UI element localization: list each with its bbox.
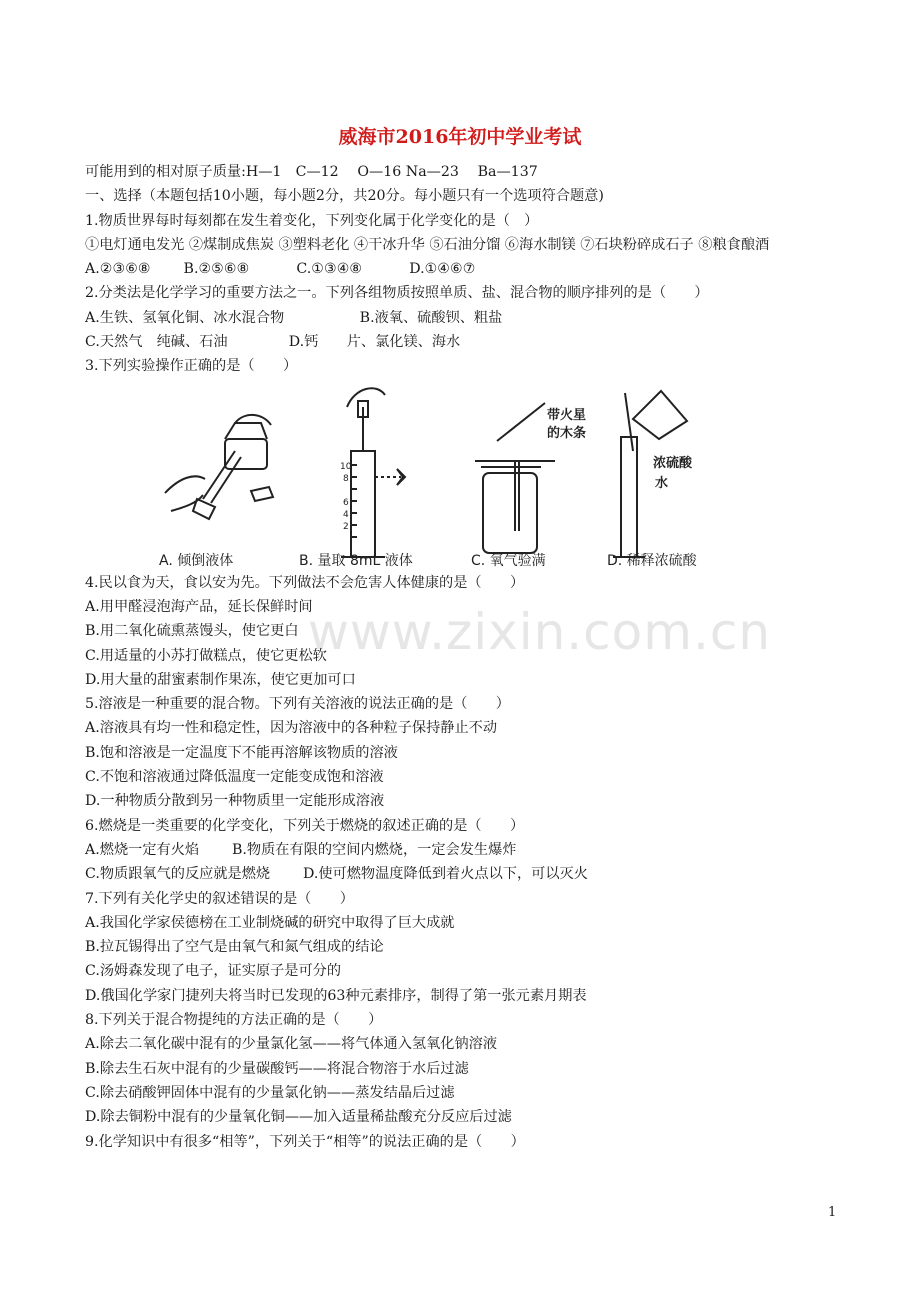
label-splint-line2: 的木条 <box>547 425 587 441</box>
scale-label-4: 4 <box>343 509 349 520</box>
q6-stem: 6.燃烧是一类重要的化学变化，下列关于燃烧的叙述正确的是（ ） <box>85 817 525 834</box>
caption-a: A. 倾倒液体 <box>159 552 234 569</box>
q7-option-b: B.拉瓦锡得出了空气是由氧气和氮气组成的结论 <box>85 939 384 956</box>
label-water: 水 <box>655 475 669 491</box>
page-title: 威海市2016年初中学业考试 <box>338 126 582 148</box>
section-heading: 一、选择（本题包括10小题，每小题2分，共20分。每小题只有一个选项符合题意) <box>85 188 604 205</box>
q3-stem: 3.下列实验操作正确的是（ ） <box>85 358 298 375</box>
q2-options-cd: C.天然气 纯碱、石油 D.钙 片、氯化镁、海水 <box>85 334 461 351</box>
caption-d: D. 稀释浓硫酸 <box>607 552 697 569</box>
page-number: 1 <box>828 1205 837 1220</box>
q8-option-c: C.除去硝酸钾固体中混有的少量氯化钠——蒸发结晶后过滤 <box>85 1084 455 1101</box>
q6-options-ab: A.燃烧一定有火焰 B.物质在有限的空间内燃烧，一定会发生爆炸 <box>85 841 517 858</box>
scale-label-8: 8 <box>343 473 349 484</box>
q5-option-b: B.饱和溶液是一定温度下不能再溶解该物质的溶液 <box>85 744 398 761</box>
q8-stem: 8.下列关于混合物提纯的方法正确的是（ ） <box>85 1012 383 1029</box>
q7-option-a: A.我国化学家侯德榜在工业制烧碱的研究中取得了巨大成就 <box>85 914 455 931</box>
exam-body <box>85 160 837 1154</box>
q7-stem: 7.下列有关化学史的叙述错误的是（ ） <box>85 890 354 907</box>
q4-option-b: B.用二氧化硫熏蒸馒头，使它更白 <box>85 623 299 640</box>
lab-operations-illustration <box>85 381 837 571</box>
caption-b: B. 量取 8mL 液体 <box>299 552 413 569</box>
scale-label-10: 10 <box>340 461 352 472</box>
q7-option-d: D.俄国化学家门捷列夫将当时已发现的63种元素排序，制得了第一张元素月期表 <box>85 987 587 1004</box>
label-splint-line1: 带火星 <box>547 407 587 423</box>
q2-options-ab: A.生铁、氢氧化铜、冰水混合物 B.液氧、硫酸钡、粗盐 <box>85 309 503 326</box>
q1-stem: 1.物质世界每时每刻都在发生着变化，下列变化属于化学变化的是（ ） <box>85 212 539 229</box>
q5-stem: 5.溶液是一种重要的混合物。下列有关溶液的说法正确的是（ ） <box>85 696 510 713</box>
oxygen-test-drawing <box>475 403 555 553</box>
q9-stem: 9.化学知识中有很多“相等”，下列关于“相等”的说法正确的是（ ） <box>85 1133 525 1150</box>
q5-option-c: C.不饱和溶液通过降低温度一定能变成饱和溶液 <box>85 769 384 786</box>
q6-options-cd: C.物质跟氧气的反应就是燃烧 D.使可燃物温度降低到着火点以下，可以灭火 <box>85 866 588 883</box>
q4-option-c: C.用适量的小苏打做糕点，使它更松软 <box>85 647 327 664</box>
q1-options: A.②③⑥⑧ B.②⑤⑥⑧ C.①③④⑧ D.①④⑥⑦ <box>85 261 476 278</box>
q1-items: ①电灯通电发光 ②煤制成焦炭 ③塑料老化 ④干冰升华 ⑤石油分馏 ⑥海水制镁 ⑦石块粉碎成石子 ⑧粮食酿酒 <box>85 236 770 253</box>
q4-stem: 4.民以食为天，食以安为先。下列做法不会危害人体健康的是（ ） <box>85 574 525 591</box>
caption-c: C. 氧气验满 <box>471 552 546 569</box>
q4-option-d: D.用大量的甜蜜素制作果冻，使它更加可口 <box>85 671 356 688</box>
watermark: www.zixin.com.cn <box>308 603 772 661</box>
q8-option-a: A.除去二氧化碳中混有的少量氯化氢——将气体通入氢氧化钠溶液 <box>85 1036 498 1053</box>
scale-label-6: 6 <box>343 497 349 508</box>
pouring-liquid-drawing <box>165 415 273 519</box>
dilute-acid-drawing <box>613 391 687 557</box>
q3-figure <box>85 381 837 571</box>
q5-option-a: A.溶液具有均一性和稳定性，因为溶液中的各种粒子保持静止不动 <box>85 720 498 737</box>
graduated-cylinder-drawing <box>341 388 405 557</box>
q8-option-d: D.除去铜粉中混有的少量氧化铜——加入适量稀盐酸充分反应后过滤 <box>85 1109 512 1126</box>
q8-option-b: B.除去生石灰中混有的少量碳酸钙——将混合物溶于水后过滤 <box>85 1060 469 1077</box>
atomic-mass-line: 可能用到的相对原子质量:H—1 C—12 O—16 Na—23 Ba—137 <box>85 164 538 180</box>
scale-label-2: 2 <box>343 521 349 532</box>
q5-option-d: D.一种物质分散到另一种物质里一定能形成溶液 <box>85 793 385 810</box>
q7-option-c: C.汤姆森发现了电子，证实原子是可分的 <box>85 963 342 980</box>
q2-stem: 2.分类法是化学学习的重要方法之一。下列各组物质按照单质、盐、混合物的顺序排列的是（ ） <box>85 285 709 302</box>
q4-option-a: A.用甲醛浸泡海产品，延长保鲜时间 <box>85 598 313 615</box>
label-conc-acid: 浓硫酸 <box>653 455 693 471</box>
